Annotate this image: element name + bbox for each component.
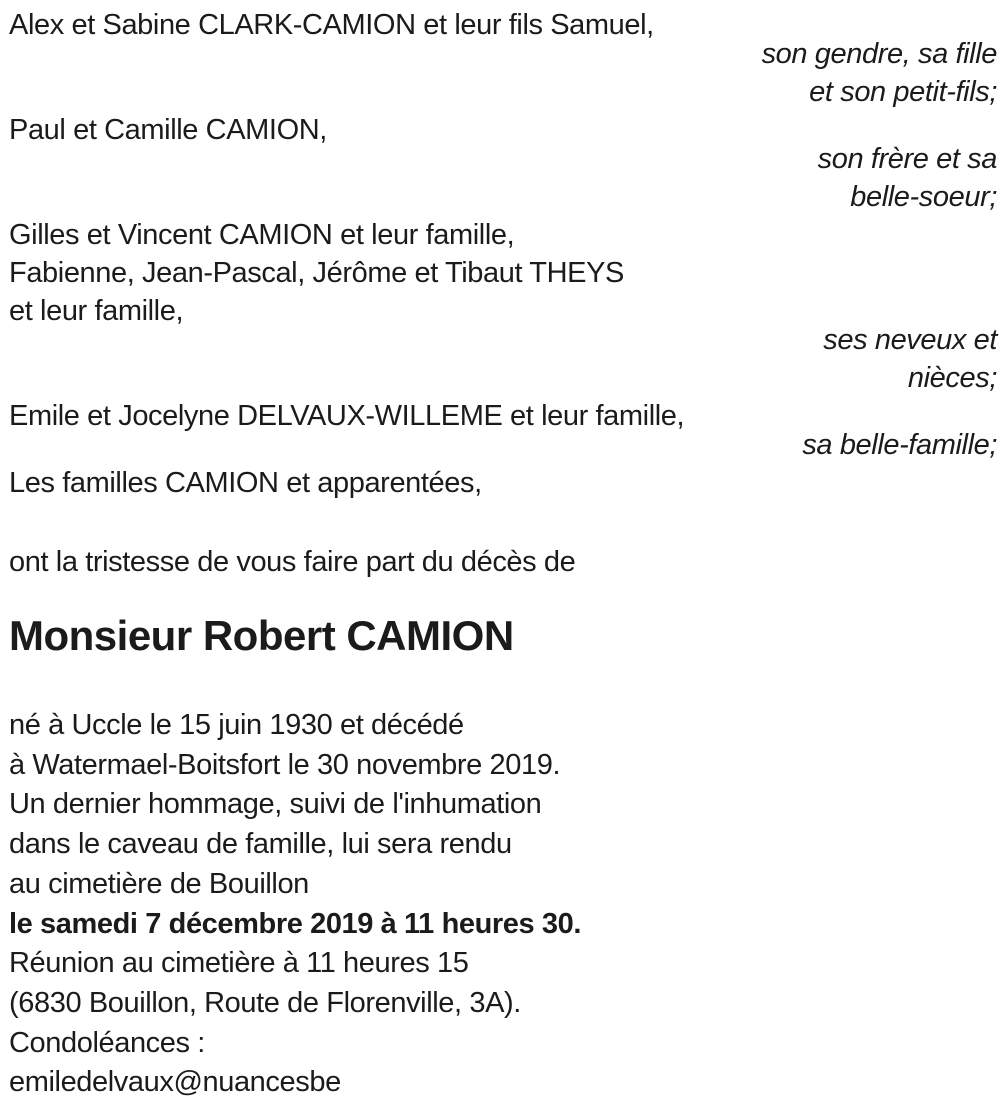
detail-caveau-line: dans le caveau de famille, lui sera rendu — [9, 828, 512, 861]
detail-cemetery-line: au cimetière de Bouillon — [9, 867, 309, 900]
family-name-line: Alex et Sabine CLARK-CAMION et leur fils Samuel, — [9, 9, 654, 41]
detail-meeting-line: Réunion au cimetière à 11 heures 15 — [9, 947, 469, 980]
funeral-datetime-line: le samedi 7 décembre 2019 à 11 heures 30. — [9, 907, 582, 940]
family-name-line: et leur famille, — [9, 295, 184, 327]
relation-label: son gendre, sa fille — [761, 38, 997, 70]
detail-birth-line: né à Uccle le 15 juin 1930 et décédé — [9, 709, 464, 741]
deceased-name-title: Monsieur Robert CAMION — [9, 612, 514, 659]
detail-death-line: à Watermael-Boitsfort le 30 novembre 2019. — [9, 748, 561, 781]
relation-label: sa belle-famille; — [802, 429, 997, 461]
relation-label: son frère et sa — [817, 143, 997, 175]
funeral-details — [9, 706, 997, 1103]
family-name-line: Fabienne, Jean-Pascal, Jérôme et Tibaut THEYS — [9, 257, 624, 289]
family-name-line: Gilles et Vincent CAMION et leur famille, — [9, 219, 515, 251]
detail-hommage-line: Un dernier hommage, suivi de l'inhumation — [9, 788, 542, 821]
condolences-email: emiledelvaux@nuancesbe — [9, 1066, 341, 1099]
detail-address-line: (6830 Bouillon, Route de Florenville, 3A). — [9, 986, 521, 1019]
family-name-line: Emile et Jocelyne DELVAUX-WILLEME et leur famille, — [9, 400, 685, 432]
family-name-line: Paul et Camille CAMION, — [9, 114, 327, 146]
relation-label: et son petit-fils; — [809, 76, 997, 108]
family-name-line: Les familles CAMION et apparentées, — [9, 467, 482, 499]
relation-label: belle-soeur; — [850, 181, 997, 213]
condolences-label: Condoléances : — [9, 1026, 205, 1059]
announcement-text: ont la tristesse de vous faire part du décès de — [9, 546, 576, 578]
relation-label: ses neveux et — [823, 324, 997, 356]
relation-label: nièces; — [907, 362, 997, 394]
